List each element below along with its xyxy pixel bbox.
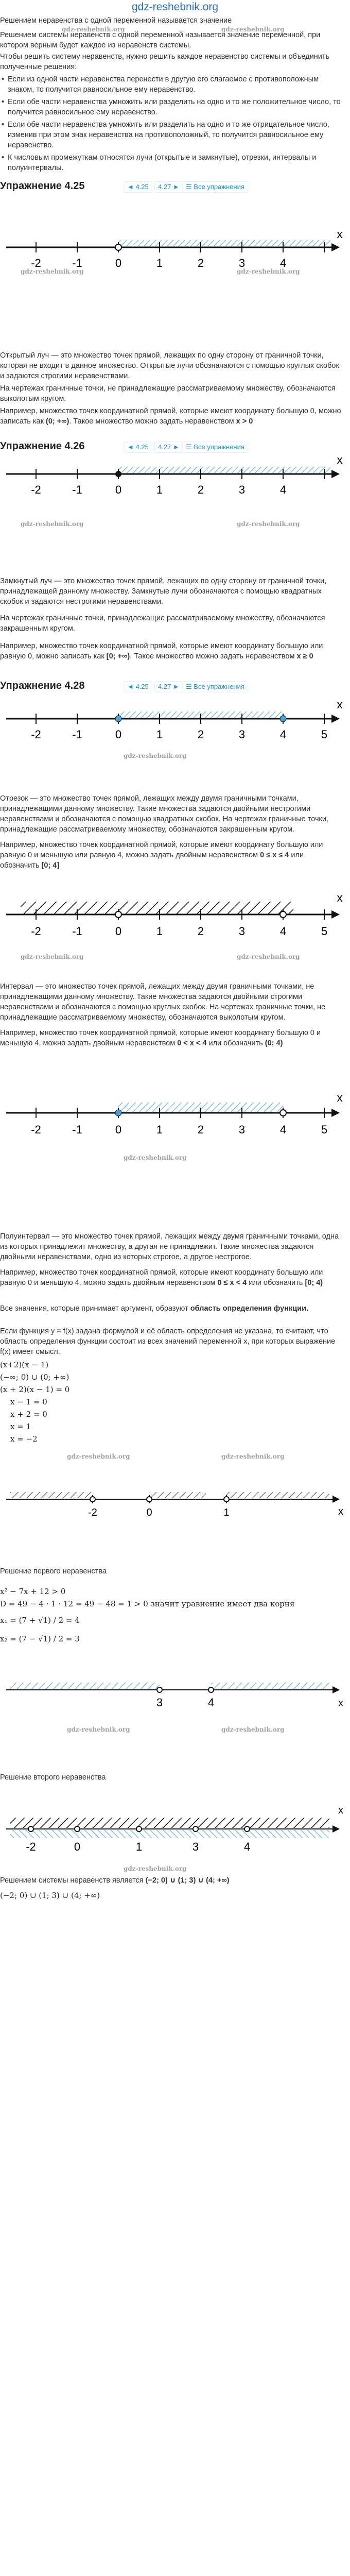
axis-arrow [331, 910, 340, 919]
example-mid: или обозначить [206, 1039, 263, 1047]
prev-exercise-link[interactable]: ◄ 4.25 [124, 442, 152, 453]
tick-label: 4 [279, 1123, 287, 1136]
watermark: gdz-reshebnik.org [221, 1726, 285, 1733]
prev-label: 4.25 [135, 683, 149, 690]
filled-point [115, 1110, 121, 1116]
tick-label: 2 [197, 483, 204, 496]
example-lead: Например, множество точек координатной прямой, которые имеют координату большую 0, можно записать как [0, 407, 341, 426]
example-lead: Например, множество точек координатной прямой, которые имеют координату большую или равную 0 и меньшую 4, можно задать двойным неравенством [0, 1268, 323, 1287]
math-line: (x + 2)(x − 1) = 0 [0, 1385, 70, 1394]
example-mid: . Такое множество можно задать неравенством [69, 417, 234, 426]
math-line: x + 2 = 0 [10, 1410, 47, 1419]
open-point [147, 1497, 152, 1502]
watermark: gdz-reshebnik.org [21, 520, 84, 528]
next-exercise-link[interactable]: 4.27 ► [154, 681, 183, 692]
example-mid: . Такое множество можно задать неравенством [130, 652, 295, 660]
watermark: gdz-reshebnik.org [21, 268, 84, 275]
watermark: gdz-reshebnik.org [124, 752, 187, 759]
all-label: Все упражнения [194, 683, 244, 690]
example-mid: или обозначить [247, 1279, 303, 1287]
tick-label: 5 [321, 1123, 328, 1136]
axis-name: x [338, 1698, 343, 1709]
watermark: gdz-reshebnik.org [124, 1154, 187, 1161]
tick-label: -1 [72, 728, 82, 741]
axis-arrow [332, 1686, 340, 1693]
rule-item: • Если обе части неравенства умножить или разделить на одно и то же отрицательное число, изменив при этом знак неравенства на противоположный, то получится равносильное ему неравенство. [8, 120, 342, 150]
tick-label: 2 [197, 1123, 204, 1136]
tick-label: 1 [223, 1507, 230, 1518]
open-point [224, 1497, 229, 1502]
axis-arrow [332, 1825, 340, 1833]
answer-text [0, 1875, 342, 1886]
tick-label: 4 [243, 1840, 251, 1853]
example-mid: или обозначить [0, 851, 304, 870]
tick-label: 0 [115, 1123, 122, 1136]
tick-label: -2 [31, 728, 41, 741]
number-line-interval-black [0, 886, 350, 948]
inequality: 0 ≤ x ≤ 4 [260, 851, 289, 859]
math-line: (x+2)(x − 1) [0, 1360, 49, 1369]
tick-label: -2 [26, 1840, 36, 1853]
section-title: Решение первого неравенства [0, 1567, 107, 1575]
next-exercise-link[interactable]: 4.27 ► [154, 442, 183, 453]
open-point [115, 911, 121, 918]
next-label: 4.27 [158, 443, 171, 451]
tick-label: 0 [115, 728, 122, 741]
set-notation: [0; 4] [41, 861, 60, 870]
axis-arrow [331, 470, 340, 478]
rule-item: • Если из одной части неравенства перенести в другую его слагаемое с противоположным знаком, то получится равносильное ему неравенство. [8, 74, 342, 95]
math-line: x² − 7x + 12 > 0 [0, 1587, 66, 1596]
open-point [115, 244, 121, 250]
hatch-region [211, 1683, 329, 1689]
definition-text: На чертежах граничные точки, принадлежащие рассматриваемому множеству, обозначаются закрашенным кругом. [0, 614, 325, 633]
open-point [280, 1110, 286, 1116]
hatch-region [21, 902, 293, 914]
watermark: gdz-reshebnik.org [237, 953, 300, 960]
definition-text: На чертежах граничные точки, не принадлежащие рассматриваемому множеству, обозначаются выколотым кругом. [0, 384, 336, 403]
hatch-region [118, 467, 330, 473]
answer-set: (−2; 0) ∪ (1; 3) ∪ (4; +∞) [145, 1876, 230, 1885]
axis-name: x [337, 891, 343, 904]
watermark: gdz-reshebnik.org [21, 953, 84, 960]
tick-label: 0 [146, 1507, 152, 1518]
math-line: x − 1 = 0 [10, 1397, 47, 1406]
definition-text: Отрезок — это множество точек прямой, лежащих между двумя граничными точками, принадлежащими данному множеству. Такие множества задаются двойными нестрогими неравенствами и обозначаются с помощью квадратных скобок. На чертежах граничные точки, принадлежащие рассматриваемому множеству, обозначаются закрашенным кругом. [0, 794, 328, 834]
tick-label: 0 [74, 1840, 81, 1853]
open-point [75, 1826, 80, 1832]
axis-name: x [337, 228, 343, 241]
tick-label: -1 [72, 925, 82, 938]
next-exercise-link[interactable]: 4.27 ► [154, 181, 183, 193]
hatch-region [10, 1830, 329, 1838]
exercise-header: Упражнение 4.25 [0, 180, 85, 192]
tick-label: -1 [72, 257, 82, 269]
set-notation: [0; +∞) [106, 652, 130, 660]
all-exercises-link[interactable]: ☰ Все упражнения [182, 681, 248, 692]
tick-label: -2 [31, 925, 41, 938]
number-line-system [0, 1473, 350, 1525]
filled-point [280, 716, 286, 722]
tick-label: 1 [156, 257, 163, 269]
filled-point [115, 716, 121, 722]
tick-label: 4 [279, 257, 287, 269]
site-title[interactable]: gdz-reshebnik.org [131, 1, 219, 13]
prev-label: 4.25 [135, 183, 149, 191]
tick-label: -1 [72, 483, 82, 496]
hatch-region [149, 1492, 206, 1498]
number-line-segment [0, 696, 350, 747]
hatch-region [226, 1492, 329, 1498]
watermark: gdz-reshebnik.org [67, 1453, 130, 1460]
tick-label: -1 [72, 1123, 82, 1136]
exercise-header: Упражнение 4.26 [0, 440, 85, 452]
open-point [280, 911, 286, 918]
number-line-ray-closed [0, 448, 350, 505]
tick-label: 3 [238, 257, 246, 269]
tick-label: 0 [115, 257, 122, 269]
definition-text: Полуинтервал — это множество точек прямой, лежащих между двумя граничными точками, одна из которых принадлежит множеству, а другая не принадлежит. Такие множества задаются двойными неравенствами, одно из которых строгое, а другое нестрогое. [0, 1232, 339, 1261]
example-lead: Например, множество точек координатной прямой, которые имеют координату большую или равную 0 и меньшую или равную 4, можно задать двойным неравенством [0, 841, 323, 859]
intro-paragraph: Решением системы неравенств с одной переменной называется значение переменной, при котором верным будет каждое из неравенств системы. [0, 31, 321, 49]
watermark: gdz-reshebnik.org [221, 1453, 285, 1460]
tick-label: 1 [156, 925, 163, 938]
tick-label: -2 [31, 1123, 41, 1136]
axis-name: x [337, 453, 343, 466]
section-title: Решение второго неравенства [0, 1773, 106, 1782]
tick-label: 3 [156, 1696, 163, 1709]
math-line: (−∞; 0) ∪ (0; +∞) [0, 1372, 69, 1382]
all-label: Все упражнения [194, 183, 244, 191]
example-lead: Например, множество точек координатной прямой, которые имеют координату большую или равную 0, можно записать как [0, 642, 323, 660]
all-label: Все упражнения [194, 443, 244, 451]
inequality: x > 0 [236, 417, 253, 426]
all-exercises-link[interactable]: ☰ Все упражнения [182, 181, 248, 193]
tick-label: 4 [279, 728, 287, 741]
math-line: x₂ = (7 − √1) / 2 = 3 [0, 1634, 80, 1643]
example-text [0, 1028, 342, 1048]
example-text [0, 641, 342, 662]
tick-label: 1 [156, 728, 163, 741]
hatch-region [118, 240, 330, 246]
number-line-solve2 [0, 1798, 350, 1860]
next-label: 4.27 [158, 683, 171, 690]
axis-arrow [331, 1109, 340, 1117]
number-line-solve1 [0, 1669, 350, 1716]
watermark: gdz-reshebnik.org [62, 26, 125, 33]
example-lead: Например, множество точек координатной прямой, которые имеют координату большую 0 и меньшую 4, можно задать двойным неравенством [0, 1029, 321, 1047]
watermark: gdz-reshebnik.org [221, 26, 285, 33]
tick-label: 4 [279, 483, 287, 496]
watermark: gdz-reshebnik.org [237, 268, 300, 275]
axis-name: x [338, 1506, 343, 1517]
open-point [208, 1687, 214, 1692]
domain-definition: Если функция y = f(x) задана формулой и её область определения не указана, то считают, что область определения функции состоит из всех значений переменной x, при которых выражение f(x) имеет смысл. [0, 1327, 336, 1356]
prev-label: 4.25 [135, 443, 149, 451]
prev-exercise-link[interactable]: ◄ 4.25 [124, 181, 152, 193]
tick-label: 4 [207, 1696, 215, 1709]
set-notation: (0; +∞) [46, 417, 69, 426]
example-text [0, 840, 342, 871]
inequality: 0 < x < 4 [177, 1039, 207, 1047]
axis-name: x [338, 1805, 343, 1816]
tick-label: 3 [192, 1840, 199, 1853]
tick-label: 3 [238, 483, 246, 496]
tick-label: -2 [31, 483, 41, 496]
example-text [0, 1267, 342, 1288]
set-notation: (0; 4) [265, 1039, 283, 1047]
tick-label: 2 [197, 257, 204, 269]
domain-lead: Все значения, которые принимает аргумент, образуют [0, 1304, 188, 1313]
domain-text [0, 1303, 342, 1314]
example-text [0, 406, 342, 427]
watermark: gdz-reshebnik.org [237, 520, 300, 528]
rule-item: • Если обе части неравенства умножить или разделить на одно и то же положительное число, то получится равносильное ему неравенство. [8, 97, 342, 117]
definition-text: Интервал — это множество точек прямой, лежащих между двумя граничными точками, не принадлежащими данному множеству. Такие множества задаются двойными строгими неравенствами и обозначаются с помощью круглых скобок. На чертежах граничные точки, не принадлежащие рассматриваемому множеству, обозначаются выколотым кругом. [0, 982, 326, 1022]
tick-label: 0 [115, 483, 122, 496]
tick-label: 4 [279, 925, 287, 938]
prev-exercise-link[interactable]: ◄ 4.25 [124, 681, 152, 692]
next-label: 4.27 [158, 183, 171, 191]
tick-label: 3 [238, 728, 246, 741]
intro-paragraph: Решением неравенства с одной переменной называется значение [0, 16, 232, 25]
intro-paragraph: Чтобы решить систему неравенств, нужно решить каждое неравенство системы и объединить полученные решения: [0, 53, 329, 71]
open-point [90, 1497, 95, 1502]
inequality: x ≥ 0 [296, 652, 313, 660]
exercise-header: Упражнение 4.28 [0, 680, 85, 691]
tick-label: -2 [88, 1507, 97, 1518]
open-point [157, 1687, 162, 1692]
definition-text: Замкнутый луч — это множество точек прямой, лежащих по одну сторону от граничной точки, принадлежащей данному множеству. Замкнутые лучи обозначаются с помощью квадратных скобок и задаются нестрогими неравенствами. [0, 577, 327, 606]
watermark: gdz-reshebnik.org [67, 1726, 130, 1733]
rule-item: • К числовым промежуткам относятся лучи (открытые и замкнутые), отрезки, интервалы и полуинтервалы. [8, 152, 342, 173]
open-point [244, 1826, 250, 1832]
axis-arrow [332, 1496, 340, 1503]
set-notation: [0; 4) [305, 1279, 323, 1287]
filled-point [115, 471, 121, 477]
number-line-ray-open [0, 227, 350, 273]
hatch-region [10, 1683, 160, 1689]
axis-arrow [331, 715, 340, 723]
answer-lead: Решением системы неравенств является [0, 1876, 144, 1885]
tick-label: 5 [321, 728, 328, 741]
open-point [136, 1826, 142, 1832]
tick-label: 0 [115, 925, 122, 938]
tick-label: 3 [238, 925, 246, 938]
axis-name: x [337, 1091, 343, 1104]
tick-label: 3 [238, 1123, 246, 1136]
domain-term: область определения функции. [190, 1304, 309, 1313]
number-line-half-interval [0, 1087, 350, 1144]
open-point [28, 1826, 33, 1832]
hatch-region [10, 1818, 329, 1828]
tick-label: 1 [156, 483, 163, 496]
math-line: x₁ = (7 + √1) / 2 = 4 [0, 1616, 80, 1625]
math-line: D = 49 − 4 · 1 · 12 = 49 − 48 = 1 > 0 значит уравнение имеет два корня [0, 1599, 295, 1608]
answer-line: (−2; 0) ∪ (1; 3) ∪ (4; +∞) [0, 1891, 100, 1900]
all-exercises-link[interactable]: ☰ Все упражнения [182, 442, 248, 453]
definition-text: Открытый луч — это множество точек прямой, лежащих по одну сторону от граничной точки, которая не входит в данное множество. Открытые лучи обозначаются с помощью круглых скобок и задаются строгими неравенствами. [0, 351, 339, 380]
math-line: x = 1 [10, 1422, 31, 1431]
math-line: x = −2 [10, 1434, 38, 1444]
tick-label: -2 [31, 257, 41, 269]
axis-arrow [331, 243, 340, 251]
axis-name: x [337, 698, 343, 711]
hatch-region [10, 1492, 93, 1498]
tick-label: 2 [197, 925, 204, 938]
inequality: 0 ≤ x < 4 [217, 1279, 247, 1287]
open-point [193, 1826, 198, 1832]
tick-label: 1 [135, 1840, 143, 1853]
tick-label: 2 [197, 728, 204, 741]
tick-label: 1 [156, 1123, 163, 1136]
watermark: gdz-reshebnik.org [124, 1865, 187, 1872]
tick-label: 5 [321, 925, 328, 938]
